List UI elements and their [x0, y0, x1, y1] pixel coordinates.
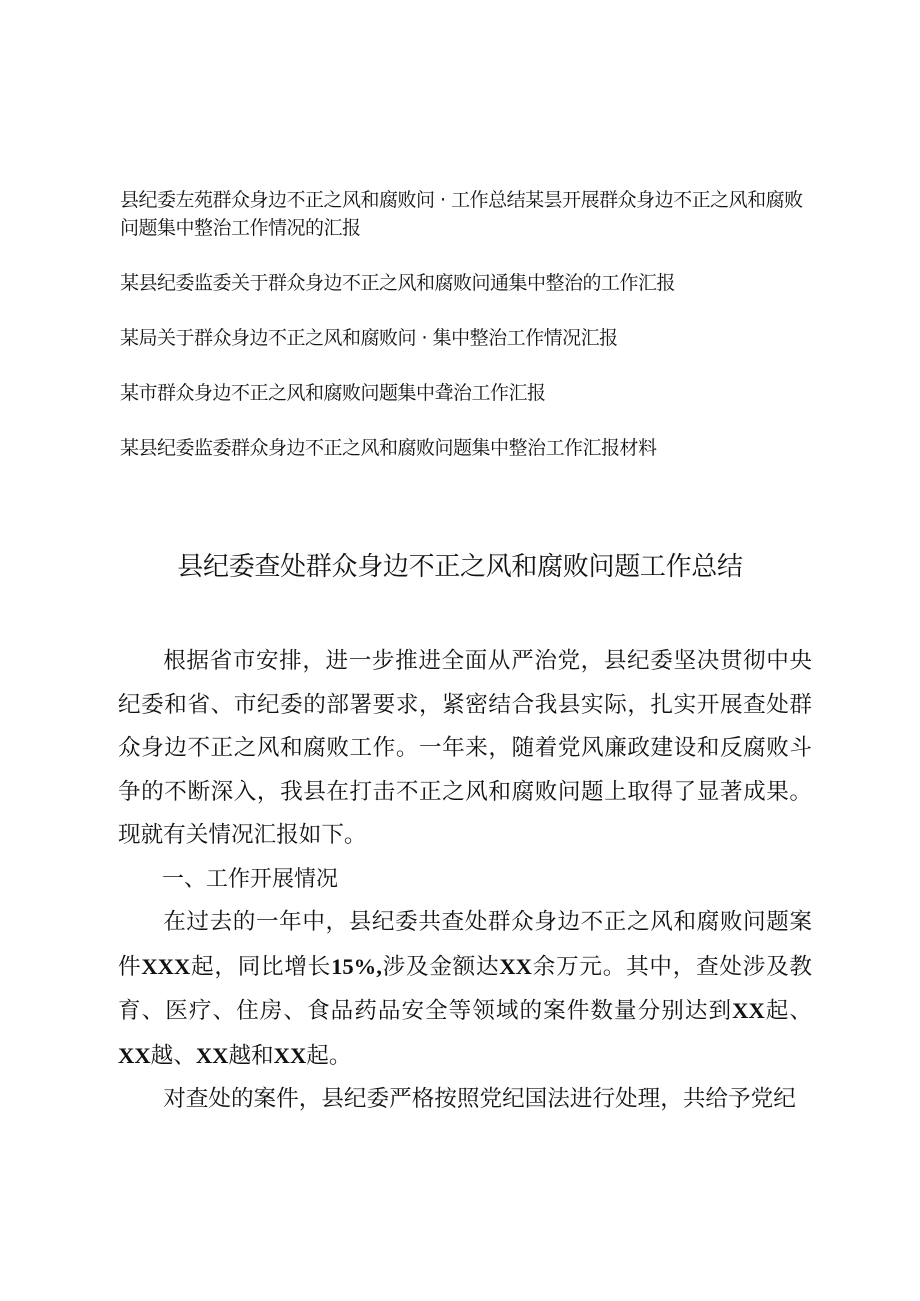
related-document-link[interactable]: 某县纪委监委群众身边不正之风和腐败问题集中整治工作汇报材料 [120, 437, 657, 459]
education-count: XX [732, 998, 765, 1023]
related-documents-list [120, 186, 820, 489]
document-title: 县纪委查处群众身边不正之风和腐败问题工作总结 [177, 552, 743, 582]
text-run: 余万元。其中，查处涉及教育、医疗、住房、食品药品安全等领域的案件数量分别达到 [118, 953, 813, 1024]
food-drug-count: XX [273, 1042, 307, 1068]
amount-value: XX [499, 953, 532, 979]
intro-paragraph: 根据省市安排，进一步推进全面从严治党，县纪委坚决贯彻中央纪委和省、市纪委的部署要求，紧密结合我县实际，扎实开展查处群众身边不正之风和腐败工作。一年来，随着党风廉政建设和反腐败斗争的不断深入，我县在打击不正之风和腐败问题上取得了显著成果。现就有关情况汇报如下。 [118, 648, 812, 848]
related-document-link[interactable]: 某局关于群众身边不正之风和腐败问 · 集中整治工作情况汇报 [120, 327, 618, 349]
medical-count: XX [118, 1042, 151, 1068]
document-body [118, 640, 812, 1122]
text-run: 越、 [150, 1042, 196, 1069]
case-count: XXX [141, 953, 191, 979]
handling-paragraph: 对查处的案件，县纪委严格按照党纪国法进行处理，共给予党纪 [163, 1086, 796, 1112]
related-document-link[interactable]: 县纪委左苑群众身边不正之风和腐败问 · 工作总结某昙开展群众身边不正之风和腐败问题集中整治工作情况的汇报 [120, 189, 803, 239]
housing-count: XX [195, 1042, 229, 1068]
statistics-paragraph [118, 901, 812, 1078]
text-run: 涉及金额达 [381, 953, 500, 980]
text-run: 起，同比增长 [190, 953, 332, 980]
text-run: 越和 [228, 1042, 274, 1069]
text-run: 起。 [306, 1042, 352, 1069]
growth-rate: 15%, [331, 953, 382, 979]
related-document-link[interactable]: 某市群众身边不正之风和腐败问题集中聋治工作汇报 [120, 382, 546, 404]
text-run: 起、 [764, 998, 813, 1024]
text-run: 在过去的一年中，县纪委共查处群众身边不正之风和腐败问题案件 [118, 909, 812, 980]
related-document-link[interactable]: 某县纪委监委关于群众身边不正之风和腐败问通集中整治的工作汇报 [120, 272, 676, 294]
section-heading: 一、工作开展情况 [162, 866, 339, 892]
